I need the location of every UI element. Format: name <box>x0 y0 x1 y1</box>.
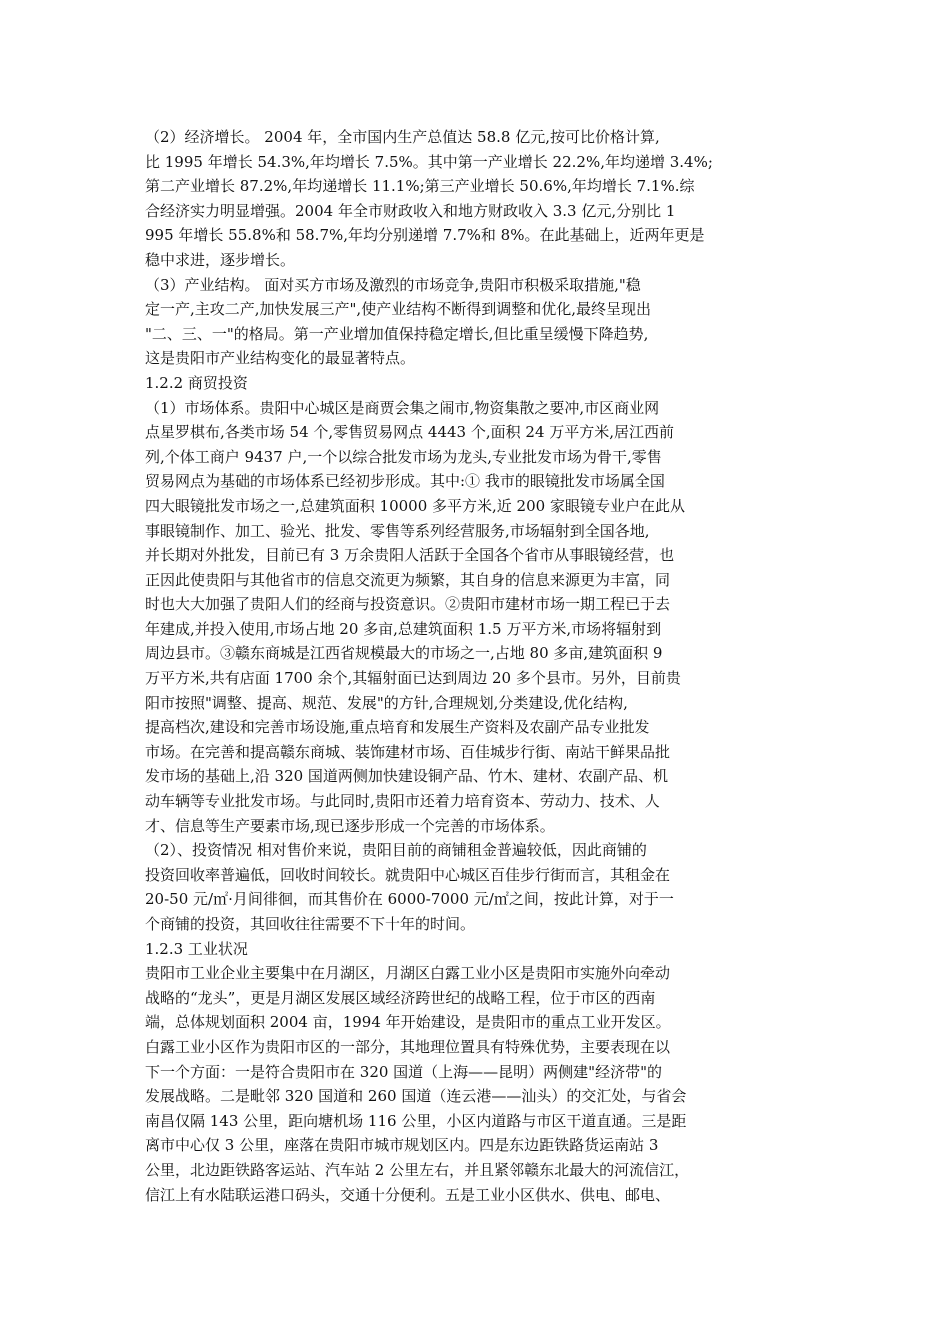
text-line: 事眼镜制作、加工、验光、批发、零售等系列经营服务,市场辐射到全国各地, <box>145 521 650 540</box>
text-line: 动车辆等专业批发市场。与此同时,贵阳市还着力培育资本、劳动力、技术、人 <box>145 792 660 811</box>
text-line: 投资回收率普遍低，回收时间较长。就贵阳中心城区百佳步行街而言，其租金在 <box>145 865 671 884</box>
text-line: 下一个方面：一是符合贵阳市在 320 国道（上海——昆明）两侧建"经济带"的 <box>145 1062 662 1081</box>
text-line: 时也大大加强了贵阳人们的经商与投资意识。②贵阳市建材市场一期工程已于去 <box>145 595 671 614</box>
text-line: 白露工业小区作为贵阳市区的一部分，其地理位置具有特殊优势，主要表现在以 <box>145 1037 671 1056</box>
text-line: 发展战略。二是毗邻 320 国道和 260 国道（连云港——汕头）的交汇处，与省会 <box>145 1087 687 1106</box>
text-line: 周边县市。③赣东商城是江西省规模最大的市场之一,占地 80 多亩,建筑面积 9 <box>145 644 663 663</box>
text-line: 端，总体规划面积 2004 亩，1994 年开始建设，是贵阳市的重点工业开发区。 <box>145 1013 671 1032</box>
text-line: 正因此使贵阳与其他省市的信息交流更为频繁，其自身的信息来源更为丰富，同 <box>145 570 671 589</box>
text-line: 个商铺的投资，其回收往往需要不下十年的时间。 <box>145 915 476 933</box>
section-heading: 1.2.2 商贸投资 <box>145 373 248 392</box>
text-line: 这是贵阳市产业结构变化的最显著特点。 <box>145 349 416 368</box>
text-line: 信江上有水陆联运港口码头，交通十分便利。五是工业小区供水、供电、邮电、 <box>145 1185 671 1204</box>
text-line: 并长期对外批发，目前已有 3 万余贵阳人活跃于全国各个省市从事眼镜经营，也 <box>145 546 675 565</box>
document-body <box>145 125 765 1207</box>
text-line: （2）经济增长。 2004 年，全市国内生产总值达 58.8 亿元,按可比价格计算, <box>145 128 660 146</box>
text-line: 995 年增长 55.8%和 58.7%,年均分别递增 7.7%和 8%。在此基础上，近两年更是 <box>145 226 705 245</box>
text-line: 阳市按照"调整、提高、规范、发展"的方针,合理规划,分类建设,优化结构, <box>145 693 628 712</box>
text-line: 列,个体工商户 9437 户,一个以综合批发市场为龙头,专业批发市场为骨干,零售 <box>145 447 662 466</box>
text-line: 万平方米,共有店面 1700 余个,其辐射面已达到周边 20 多个县市。另外，目前贵 <box>145 669 681 688</box>
text-line: 离市中心仅 3 公里，座落在贵阳市城市规划区内。四是东边距铁路货运南站 3 <box>145 1136 659 1155</box>
text-line: 南昌仅隔 143 公里，距向塘机场 116 公里，小区内道路与市区干道直通。三是距 <box>145 1111 687 1130</box>
text-line: "二、三、一"的格局。第一产业增加值保持稳定增长,但比重呈缓慢下降趋势, <box>145 324 649 343</box>
text-line: 第二产业增长 87.2%,年均递增长 11.1%;第三产业增长 50.6%,年均增长 7.1%.综 <box>145 177 695 196</box>
text-line: 战略的“龙头”，更是月湖区发展区域经济跨世纪的战略工程，位于市区的西南 <box>145 988 656 1007</box>
text-line: （3）产业结构。 面对买方市场及激烈的市场竞争,贵阳市积极采取措施,"稳 <box>145 275 641 294</box>
text-line: 提高档次,建设和完善市场设施,重点培育和发展生产资料及农副产品专业批发 <box>145 718 650 737</box>
text-line: 比 1995 年增长 54.3%,年均增长 7.5%。其中第一产业增长 22.2%,年均递增 3.4%; <box>145 152 713 171</box>
text-line: 点星罗棋布,各类市场 54 个,零售贸易网点 4443 个,面积 24 万平方米,居江西前 <box>145 423 675 442</box>
text-line: 才、信息等生产要素市场,现已逐步形成一个完善的市场体系。 <box>145 816 555 835</box>
text-line: 贸易网点为基础的市场体系已经初步形成。其中:① 我市的眼镜批发市场属全国 <box>145 472 665 491</box>
text-line: 市场。在完善和提高赣东商城、装饰建材市场、百佳城步行街、南站干鲜果品批 <box>145 742 671 761</box>
text-line: 合经济实力明显增强。2004 年全市财政收入和地方财政收入 3.3 亿元,分别比 1 <box>145 201 676 220</box>
text-line: 四大眼镜批发市场之一,总建筑面积 10000 多平方米,近 200 家眼镜专业户在此从 <box>145 496 685 515</box>
text-line: 20-50 元/㎡·月间徘徊，而其售价在 6000-7000 元/㎡之间，按此计算，对于一 <box>145 890 674 909</box>
text-line: 年建成,并投入使用,市场占地 20 多亩,总建筑面积 1.5 万平方米,市场将辐射到 <box>145 619 662 638</box>
text-line: 公里，北边距铁路客运站、汽车站 2 公里左右，并且紧邻赣东北最大的河流信江， <box>145 1160 690 1179</box>
text-line: （1）市场体系。贵阳中心城区是商贾会集之闹市,物资集散之要冲,市区商业网 <box>145 398 660 417</box>
text-line: 稳中求进，逐步增长。 <box>145 250 296 269</box>
text-line: 贵阳市工业企业主要集中在月湖区，月湖区白露工业小区是贵阳市实施外向牵动 <box>145 964 671 983</box>
text-line: 发市场的基础上,沿 320 国道两侧加快建设铜产品、竹木、建材、农副产品、机 <box>145 767 668 786</box>
text-line: 定一产,主攻二产,加快发展三产",使产业结构不断得到调整和优化,最终呈现出 <box>145 300 651 319</box>
text-line: （2）、投资情况 相对售价来说，贵阳目前的商铺租金普遍较低，因此商铺的 <box>145 841 647 860</box>
section-heading: 1.2.3 工业状况 <box>145 939 248 958</box>
